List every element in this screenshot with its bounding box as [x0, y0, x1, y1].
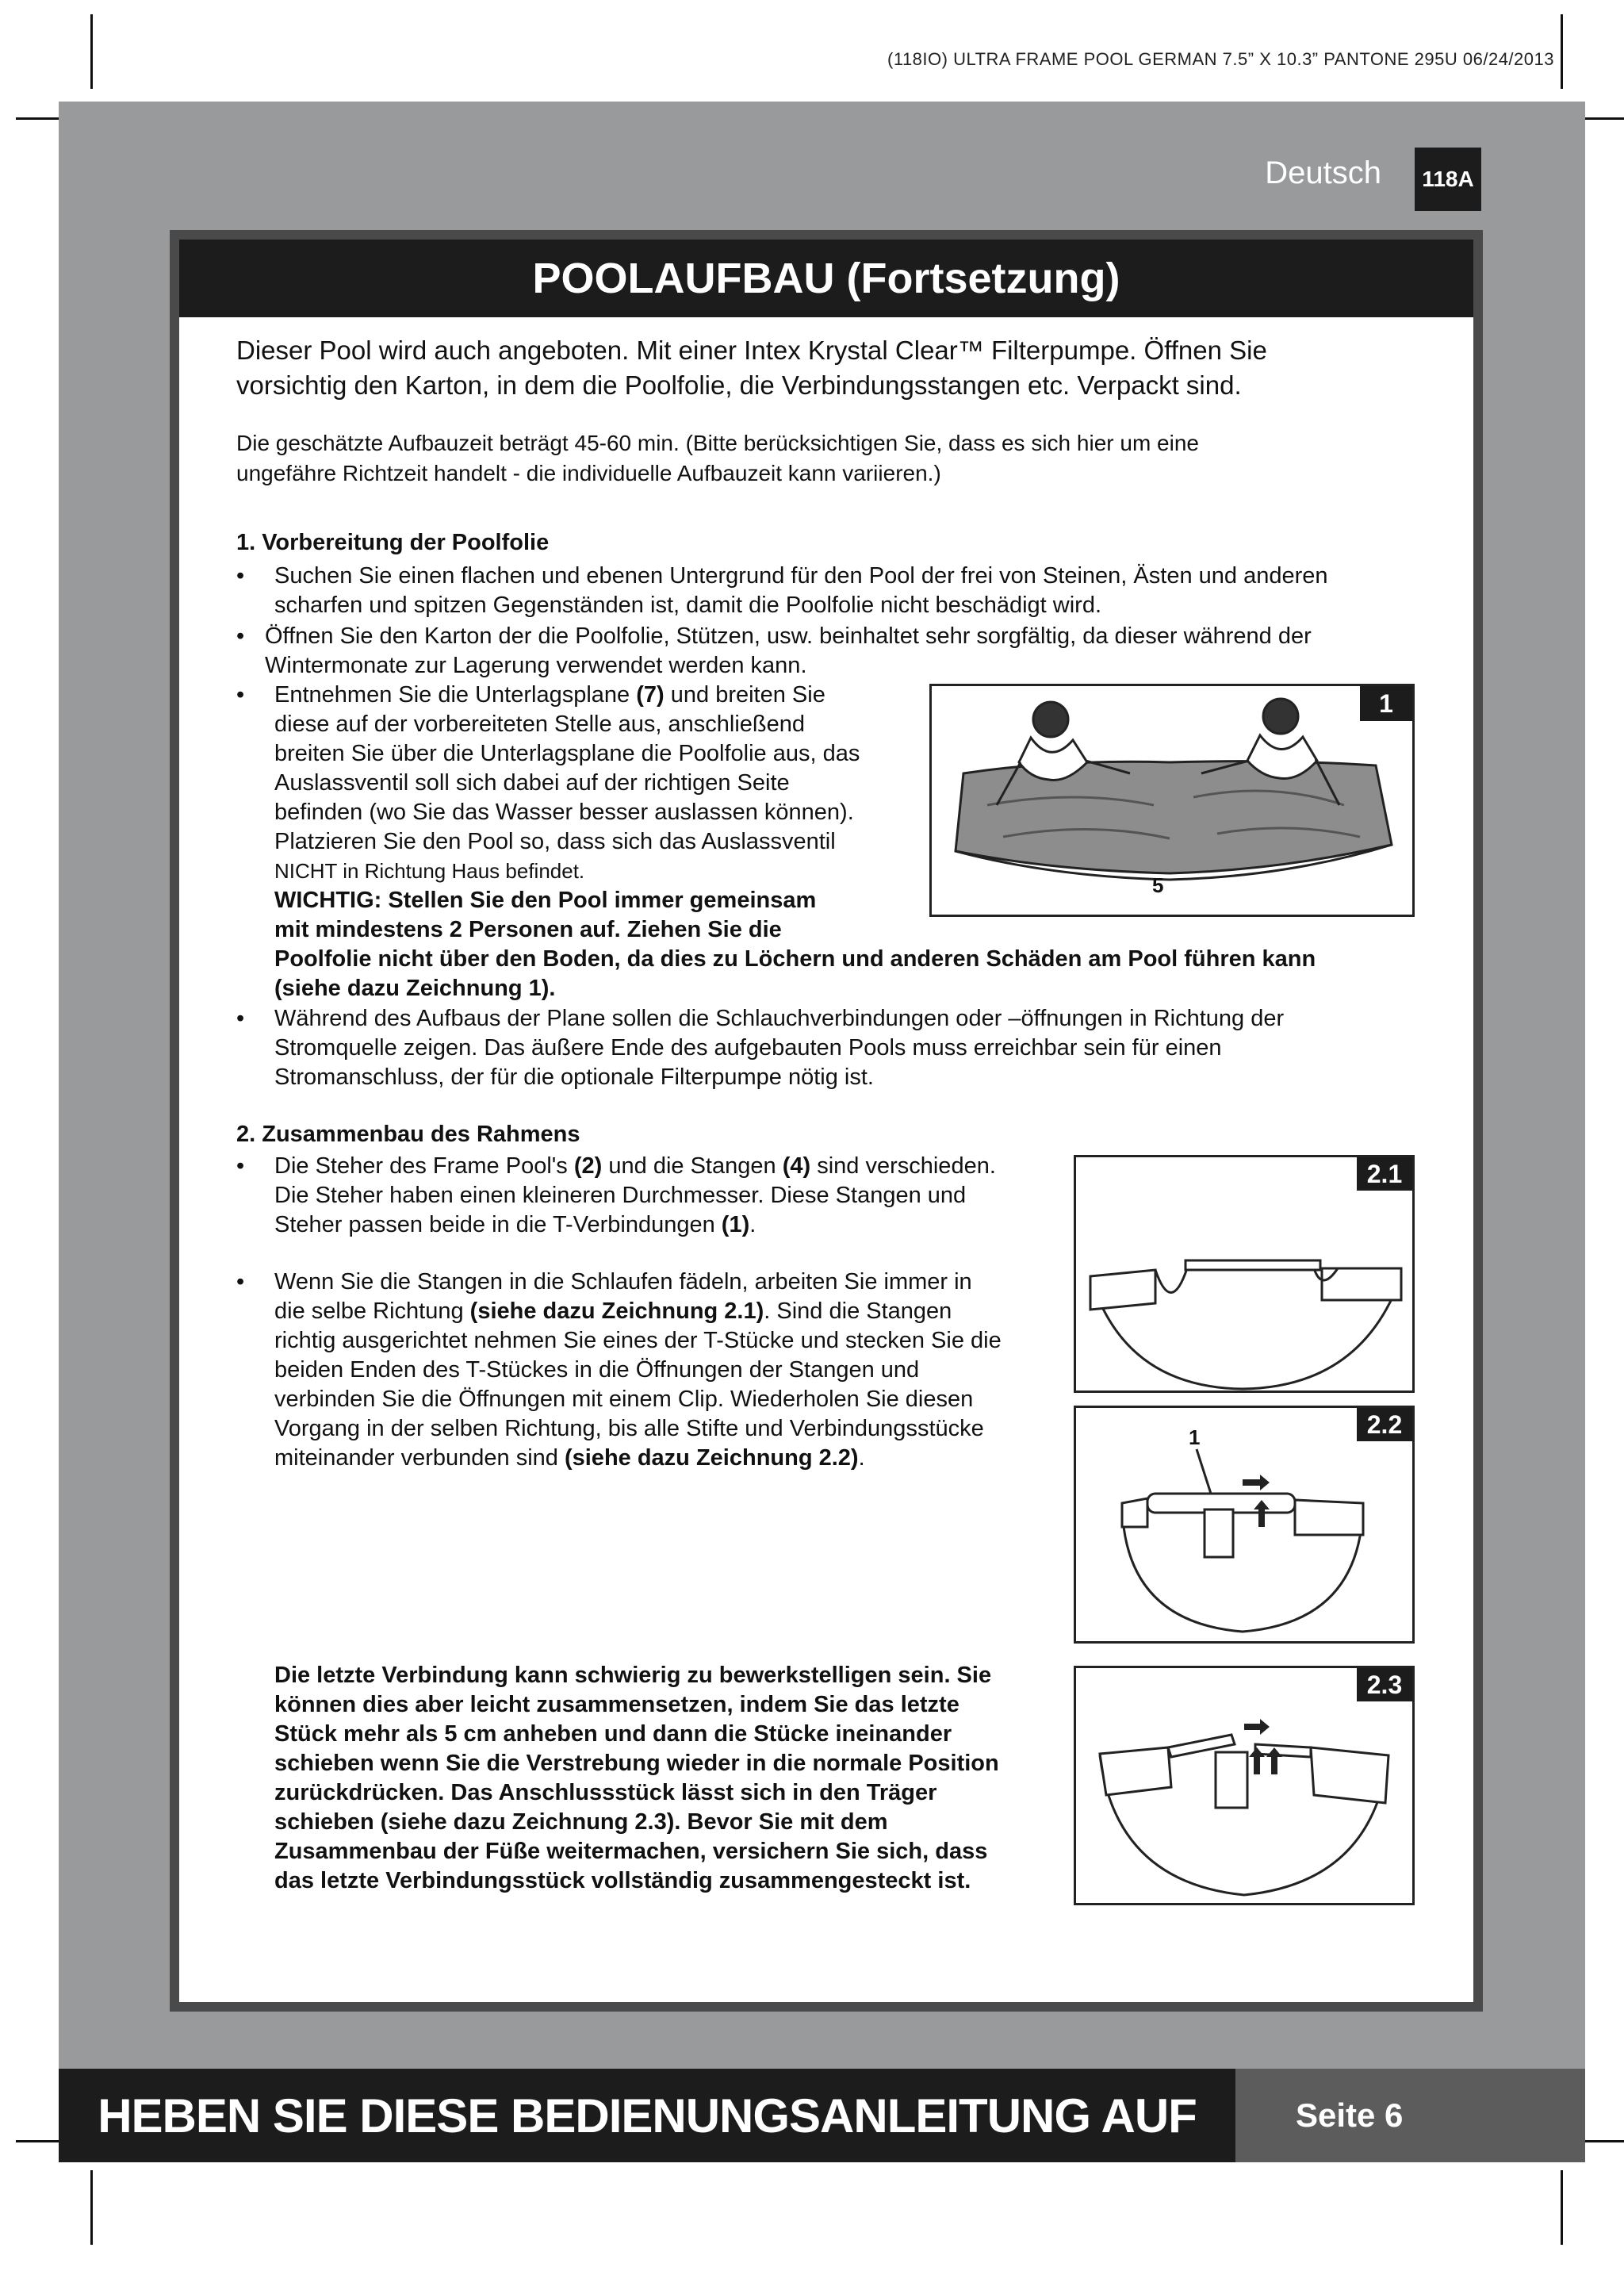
figure-2-1 [1074, 1155, 1415, 1393]
section2-heading: 2. Zusammenbau des Rahmens [236, 1122, 580, 1147]
figure-2-2-part-label: 1 [1189, 1425, 1201, 1449]
crop-mark [1561, 14, 1563, 89]
note-line: können dies aber leicht zusammensetzen, indem Sie das letzte [274, 1692, 959, 1717]
text-span: und breiten Sie [664, 682, 825, 708]
crop-mark [1561, 2170, 1563, 2245]
bullet-symbol: • [236, 1006, 245, 1031]
intro-text [236, 333, 1442, 403]
text-span: . [858, 1445, 865, 1471]
bullet-line: Wenn Sie die Stangen in die Schlaufen fädeln, arbeiten Sie immer in [274, 1269, 972, 1295]
page-title: POOLAUFBAU (Fortsetzung) [179, 240, 1473, 317]
arrow-right-icon [1244, 1719, 1270, 1735]
bullet-line: Suchen Sie einen flachen und ebenen Untergrund für den Pool der frei von Steinen, Ästen und anderen [274, 563, 1328, 589]
figure-1-tag: 1 [1360, 686, 1412, 721]
note-line: schieben wenn Sie die Verstrebung wieder in die normale Position [274, 1751, 999, 1776]
bullet-line: Die Steher haben einen kleineren Durchmesser. Diese Stangen und [274, 1183, 967, 1208]
bullet-line: breiten Sie über die Unterlagsplane die Poolfolie aus, das [274, 741, 860, 766]
part-number: (1) [721, 1212, 750, 1237]
figure-2-3-tag: 2.3 [1357, 1668, 1412, 1701]
warning-line: WICHTIG: Stellen Sie den Pool immer gemeinsam [274, 888, 817, 913]
text-span: miteinander verbunden sind [274, 1445, 565, 1471]
note-line: schieben (siehe dazu Zeichnung 2.3). Bevor Sie mit dem [274, 1809, 888, 1835]
note-line: Zusammenbau der Füße weitermachen, versichern Sie sich, dass [274, 1839, 988, 1864]
bullet-line: befinden (wo Sie das Wasser besser auslassen können). [274, 800, 854, 825]
arrow-right-icon [1243, 1475, 1270, 1490]
note-line: zurückdrücken. Das Anschlussstück lässt sich in den Träger [274, 1780, 937, 1805]
text-span: die selbe Richtung [274, 1298, 470, 1324]
bullet-line [274, 1210, 1077, 1240]
last-connection-note [274, 1661, 1075, 1896]
bullet-line: Stromquelle zeigen. Das äußere Ende des aufgebauten Pools muss erreichbar sein für einen [274, 1035, 1222, 1061]
bullet-symbol: • [236, 623, 245, 649]
figure-1-part-label: 5 [1152, 873, 1164, 897]
text-span: . [749, 1212, 756, 1237]
bullet-line: richtig ausgerichtet nehmen Sie eines der T-Stücke und stecken Sie die [274, 1328, 1002, 1353]
crop-mark [90, 14, 93, 89]
figure-2-2 [1074, 1406, 1415, 1644]
page-number: Seite 6 [1235, 2069, 1585, 2162]
t-connector-illustration [1076, 1408, 1412, 1641]
bullet-symbol: • [236, 1153, 245, 1179]
bullet-line: verbinden Sie die Öffnungen mit einem Clip. Wiederholen Sie diesen [274, 1387, 974, 1412]
bullet-line: Auslassventil soll sich dabei auf der richtigen Seite [274, 770, 790, 796]
part-number: (7) [636, 682, 665, 708]
section2-bullet [236, 1152, 1077, 1240]
figure-2-3 [1074, 1666, 1415, 1905]
footer-notice: HEBEN SIE DIESE BEDIENUNGSANLEITUNG AUF [59, 2069, 1235, 2162]
bullet-line: scharfen und spitzen Gegenständen ist, damit die Poolfolie nicht beschädigt wird. [274, 593, 1102, 618]
setup-time-line: Die geschätzte Aufbauzeit beträgt 45-60 min. (Bitte berücksichtigen Sie, dass es sich hier um eine [236, 431, 1199, 455]
print-info: (118IO) ULTRA FRAME POOL GERMAN 7.5” X 10.3” PANTONE 295U 06/24/2013 [887, 49, 1554, 69]
figure-2-1-tag: 2.1 [1357, 1157, 1412, 1191]
figure-reference: (siehe dazu Zeichnung 2.2) [564, 1445, 859, 1471]
text-span: und die Stangen [602, 1153, 783, 1179]
text-span: Entnehmen Sie die Unterlagsplane [274, 682, 637, 708]
language-label: Deutsch [1265, 155, 1381, 190]
figure-reference: (siehe dazu Zeichnung 2.1) [469, 1298, 764, 1324]
bullet-symbol: • [236, 682, 245, 708]
bullet-line [274, 1152, 1077, 1181]
bullet-line: Stromanschluss, der für die optionale Filterpumpe nötig ist. [274, 1064, 874, 1090]
figure-2-2-tag: 2.2 [1357, 1408, 1412, 1441]
note-line: Die letzte Verbindung kann schwierig zu bewerkstelligen sein. Sie [274, 1663, 992, 1688]
part-number: (4) [782, 1153, 811, 1179]
section2-bullet [236, 1268, 1077, 1473]
pool-liner-illustration [932, 686, 1412, 915]
note-line: das letzte Verbindungsstück vollständig zusammengesteckt ist. [274, 1868, 971, 1893]
section1-bullet [236, 1004, 1442, 1092]
warning-line: (siehe dazu Zeichnung 1). [274, 976, 556, 1001]
bullet-line [274, 1444, 1077, 1473]
bullet-line [274, 1297, 1077, 1326]
bullet-symbol: • [236, 1269, 245, 1295]
bullet-line: Wintermonate zur Lagerung verwendet werden kann. [265, 653, 807, 678]
intro-line: Dieser Pool wird auch angeboten. Mit einer Intex Krystal Clear™ Filterpumpe. Öffnen Sie [236, 336, 1267, 365]
section1-heading: 1. Vorbereitung der Poolfolie [236, 530, 550, 555]
bullet-line: NICHT in Richtung Haus befindet. [274, 859, 585, 883]
last-connection-illustration [1076, 1668, 1412, 1903]
text-span: Steher passen beide in die T-Verbindungen [274, 1212, 722, 1237]
bullet-line: Öffnen Sie den Karton der die Poolfolie, Stützen, usw. beinhaltet sehr sorgfältig, da dieser während der [265, 623, 1312, 649]
part-number: (2) [573, 1153, 603, 1179]
warning-line: mit mindestens 2 Personen auf. Ziehen Sie die [274, 917, 782, 942]
bullet-line: Vorgang in der selben Richtung, bis alle Stifte und Verbindungsstücke [274, 1416, 984, 1441]
bullet-line: beiden Enden des T-Stückes in die Öffnungen der Stangen und [274, 1357, 920, 1383]
bullet-line: Während des Aufbaus der Plane sollen die Schlauchverbindungen oder –öffnungen in Richtung der [274, 1006, 1285, 1031]
note-line: Stück mehr als 5 cm anheben und dann die Stücke ineinander [274, 1721, 952, 1747]
text-span: Die Steher des Frame Pool's [274, 1153, 574, 1179]
setup-time-line: ungefähre Richtzeit handelt - die individuelle Aufbauzeit kann variieren.) [236, 461, 941, 485]
page-code-badge: 118A [1415, 148, 1481, 211]
setup-time-text [236, 428, 1442, 489]
bullet-line: diese auf der vorbereiteten Stelle aus, anschließend [274, 712, 806, 737]
bullet-line: Platzieren Sie den Pool so, dass sich das Auslassventil [274, 829, 836, 854]
crop-mark [90, 2170, 93, 2245]
bullet-symbol: • [236, 563, 245, 589]
text-span: . Sind die Stangen [764, 1298, 952, 1324]
warning-line: Poolfolie nicht über den Boden, da dies zu Löchern und anderen Schäden am Pool führen kann [274, 946, 1316, 972]
section1-bullet [236, 562, 1442, 620]
figure-1 [929, 684, 1415, 917]
section1-bullet [236, 622, 1442, 681]
text-span: sind verschieden. [810, 1153, 996, 1179]
frame-rail-illustration [1076, 1157, 1412, 1390]
intro-line: vorsichtig den Karton, in dem die Poolfolie, die Verbindungsstangen etc. Verpackt sind. [236, 370, 1242, 400]
